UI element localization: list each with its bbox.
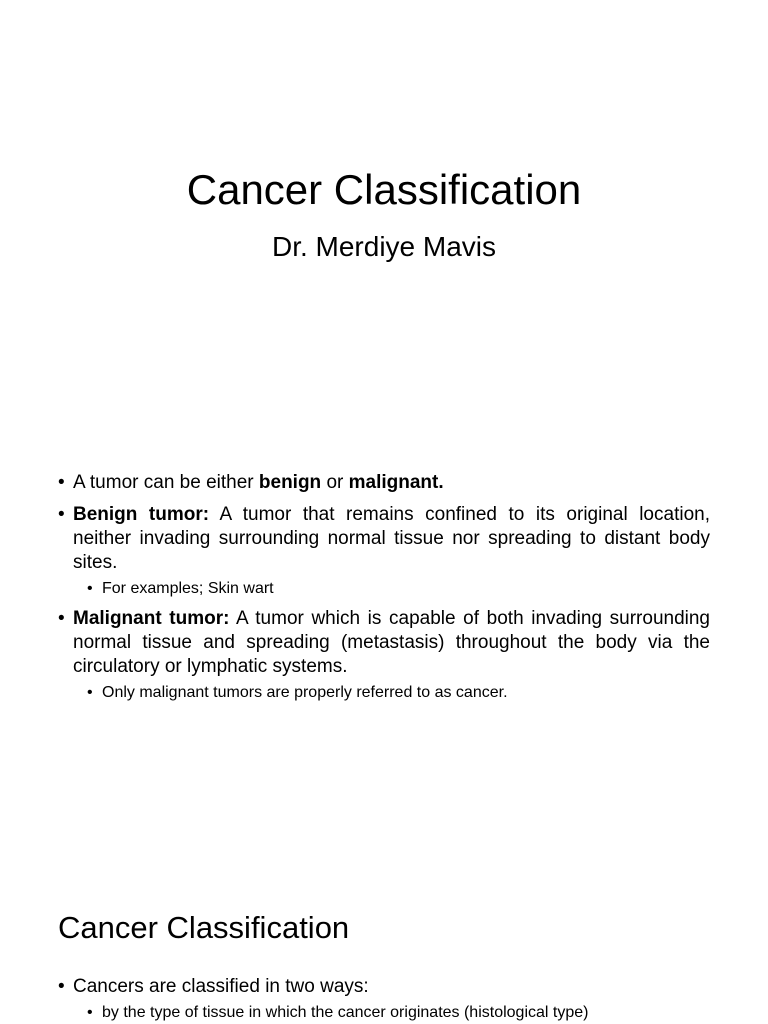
- sub-bullet-text: by the type of tissue in which the cancer originates (histological type): [102, 1004, 589, 1021]
- bullet-text: A tumor which is capable of both invading surrounding normal tissue and spreading (metastasis) throughout the body via the circulatory or lymphatic systems.: [73, 608, 710, 677]
- sub-list-item-histological-type: [87, 1002, 710, 1024]
- slide-title: Cancer Classification: [186, 166, 582, 213]
- bullet-text: A tumor that remains confined to its original location, neither invading surrounding normal tissue nor spreading to distant body sites.: [73, 504, 710, 573]
- list-item-tumor-types: [58, 471, 710, 495]
- sub-bullet-text: For examples; Skin wart: [102, 580, 274, 597]
- bullet-text: A tumor can be either: [73, 472, 259, 493]
- slide-subtitle: Dr. Merdiye Mavis: [271, 231, 497, 262]
- bold-term-benign: benign: [258, 472, 322, 493]
- list-item-benign-tumor: [58, 503, 710, 575]
- bullet-text: Cancers are classified in two ways:: [73, 976, 369, 997]
- sub-list-item-benign-example: [87, 578, 710, 600]
- bullet-text: or: [321, 472, 349, 493]
- section-title: Cancer Classification: [58, 910, 350, 945]
- list-item-malignant-tumor: [58, 607, 710, 679]
- sub-bullet-text: Only malignant tumors are properly referred to as cancer.: [102, 684, 508, 701]
- bold-term-malignant: malignant.: [348, 472, 444, 493]
- list-item-classification-ways: [58, 975, 710, 999]
- classification-list: [58, 975, 710, 1024]
- bold-term-benign-tumor: Benign tumor:: [73, 504, 210, 525]
- tumor-definitions-list: [58, 471, 710, 704]
- sub-list-item-cancer-note: [87, 682, 710, 704]
- bold-term-malignant-tumor: Malignant tumor:: [73, 608, 230, 629]
